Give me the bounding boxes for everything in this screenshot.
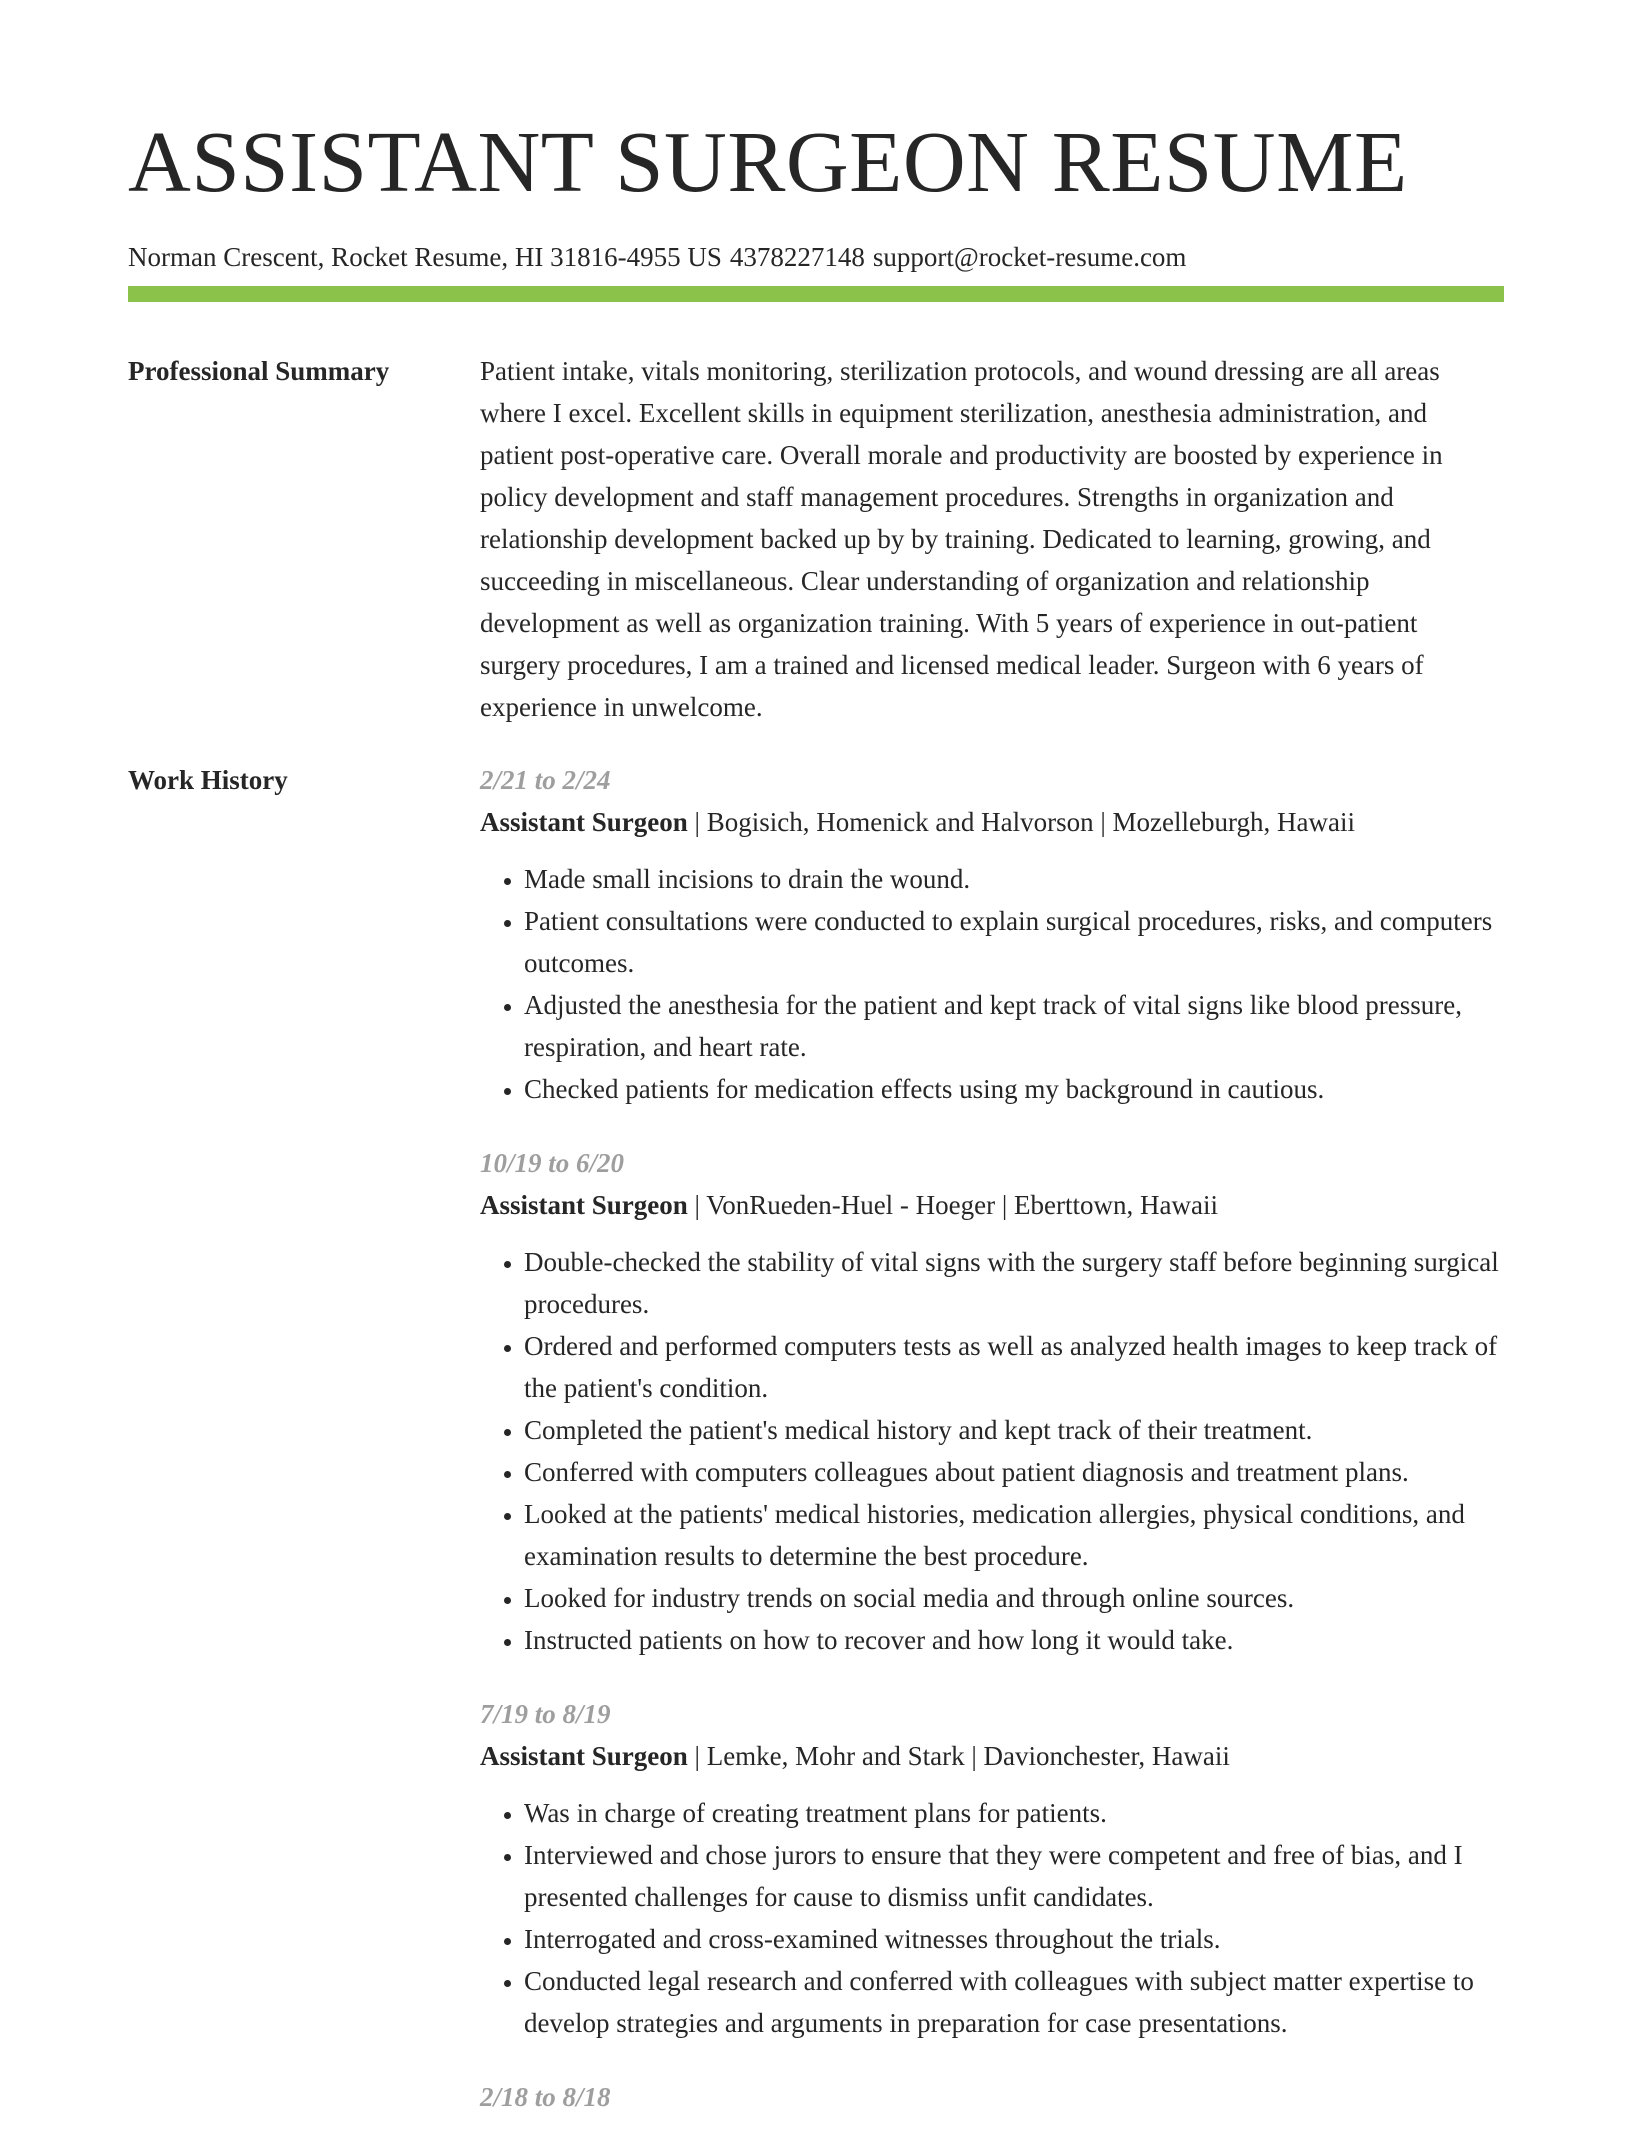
job-heading-line — [480, 801, 1504, 843]
job-duty-item: • Interviewed and chose jurors to ensure that they were competent and free of bias, and I presented challenges for cause to dismiss unfit candidates. — [524, 1834, 1504, 1918]
job-dates: 10/19 to 6/20 — [480, 1148, 625, 1178]
job-dates: 2/18 to 8/18 — [480, 2082, 611, 2112]
job-employer-location: | VonRueden-Huel - Hoeger | Eberttown, Hawaii — [687, 1190, 1218, 1220]
job-employer-location: | Lemke, Mohr and Stark | Davionchester, Hawaii — [687, 1741, 1230, 1771]
jobs-list — [480, 759, 1504, 2150]
job-entry — [480, 1142, 1504, 1661]
job-title: Assistant Surgeon — [480, 807, 688, 837]
work-history-heading: Work History — [128, 765, 288, 795]
job-dates: 2/21 to 2/24 — [480, 765, 611, 795]
job-duty-item: • Adjusted the anesthesia for the patient and kept track of vital signs like blood pressure, respiration, and heart rate. — [524, 984, 1504, 1068]
job-duties-list — [480, 1241, 1504, 1661]
contact-address: Norman Crescent, Rocket Resume, HI 31816-4955 US — [128, 242, 722, 272]
summary-body — [480, 350, 1504, 728]
job-duties-list — [480, 858, 1504, 1110]
job-duty-item: • Checked patients for medication effects using my background in cautious. — [524, 1068, 1504, 1110]
job-dates: 7/19 to 8/19 — [480, 1699, 611, 1729]
resume-title: ASSISTANT SURGEON RESUME — [128, 113, 1408, 210]
job-title: Assistant Surgeon — [480, 1741, 688, 1771]
contact-line — [128, 244, 1504, 271]
job-duty-item: • Conferred with computers colleagues about patient diagnosis and treatment plans. — [524, 1451, 1504, 1493]
job-duty-item: • Instructed patients on how to recover and how long it would take. — [524, 1619, 1504, 1661]
summary-text: Patient intake, vitals monitoring, sterilization protocols, and wound dressing are all areas where I excel. Excellent skills in equipment sterilization, anesthesia administration, and patient post-operative care. Overall morale and productivity are boosted by experience in policy development and staff management procedures. Strengths in organization and relationship development backed up by by training. Dedicated to learning, growing, and succeeding in miscellaneous. Clear understanding of organization and relationship development as well as organization training. With 5 years of experience in out-patient surgery procedures, I am a trained and licensed medical leader. Surgeon with 6 years of experience in unwelcome. — [480, 356, 1443, 722]
job-entry — [480, 759, 1504, 1110]
job-duty-item: • Looked for industry trends on social media and through online sources. — [524, 1577, 1504, 1619]
job-duty-item: • Made small incisions to drain the wound. — [524, 858, 1504, 900]
job-duty-item: • Double-checked the stability of vital signs with the surgery staff before beginning surgical procedures. — [524, 1241, 1504, 1325]
job-employer-location: | Bogisich, Homenick and Halvorson | Mozelleburgh, Hawaii — [687, 807, 1355, 837]
resume-header — [128, 113, 1504, 272]
job-duty-item: • Conducted legal research and conferred with colleagues with subject matter expertise to develop strategies and arguments in preparation for case presentations. — [524, 1960, 1504, 2044]
job-title: Assistant Surgeon — [480, 1190, 688, 1220]
contact-email: support@rocket-resume.com — [872, 242, 1187, 272]
job-duty-item: • Completed the patient's medical history and kept track of their treatment. — [524, 1409, 1504, 1451]
job-duty-item: • Interrogated and cross-examined witnesses throughout the trials. — [524, 1918, 1504, 1960]
job-duty-item: • Was in charge of creating treatment plans for patients. — [524, 1792, 1504, 1834]
job-duty-item: • Looked at the patients' medical histories, medication allergies, physical conditions, and examination results to determine the best procedure. — [524, 1493, 1504, 1577]
contact-phone: 4378227148 — [729, 242, 865, 272]
job-duty-item: • Ordered and performed computers tests as well as analyzed health images to keep track of the patient's condition. — [524, 1325, 1504, 1409]
job-duty-item: • Patient consultations were conducted to explain surgical procedures, risks, and computers outcomes. — [524, 900, 1504, 984]
job-heading-line — [480, 1184, 1504, 1226]
header-divider — [128, 286, 1504, 302]
job-duties-list — [480, 1792, 1504, 2044]
job-heading-line — [480, 1735, 1504, 1777]
job-entry — [480, 1693, 1504, 2044]
summary-heading: Professional Summary — [128, 356, 390, 386]
